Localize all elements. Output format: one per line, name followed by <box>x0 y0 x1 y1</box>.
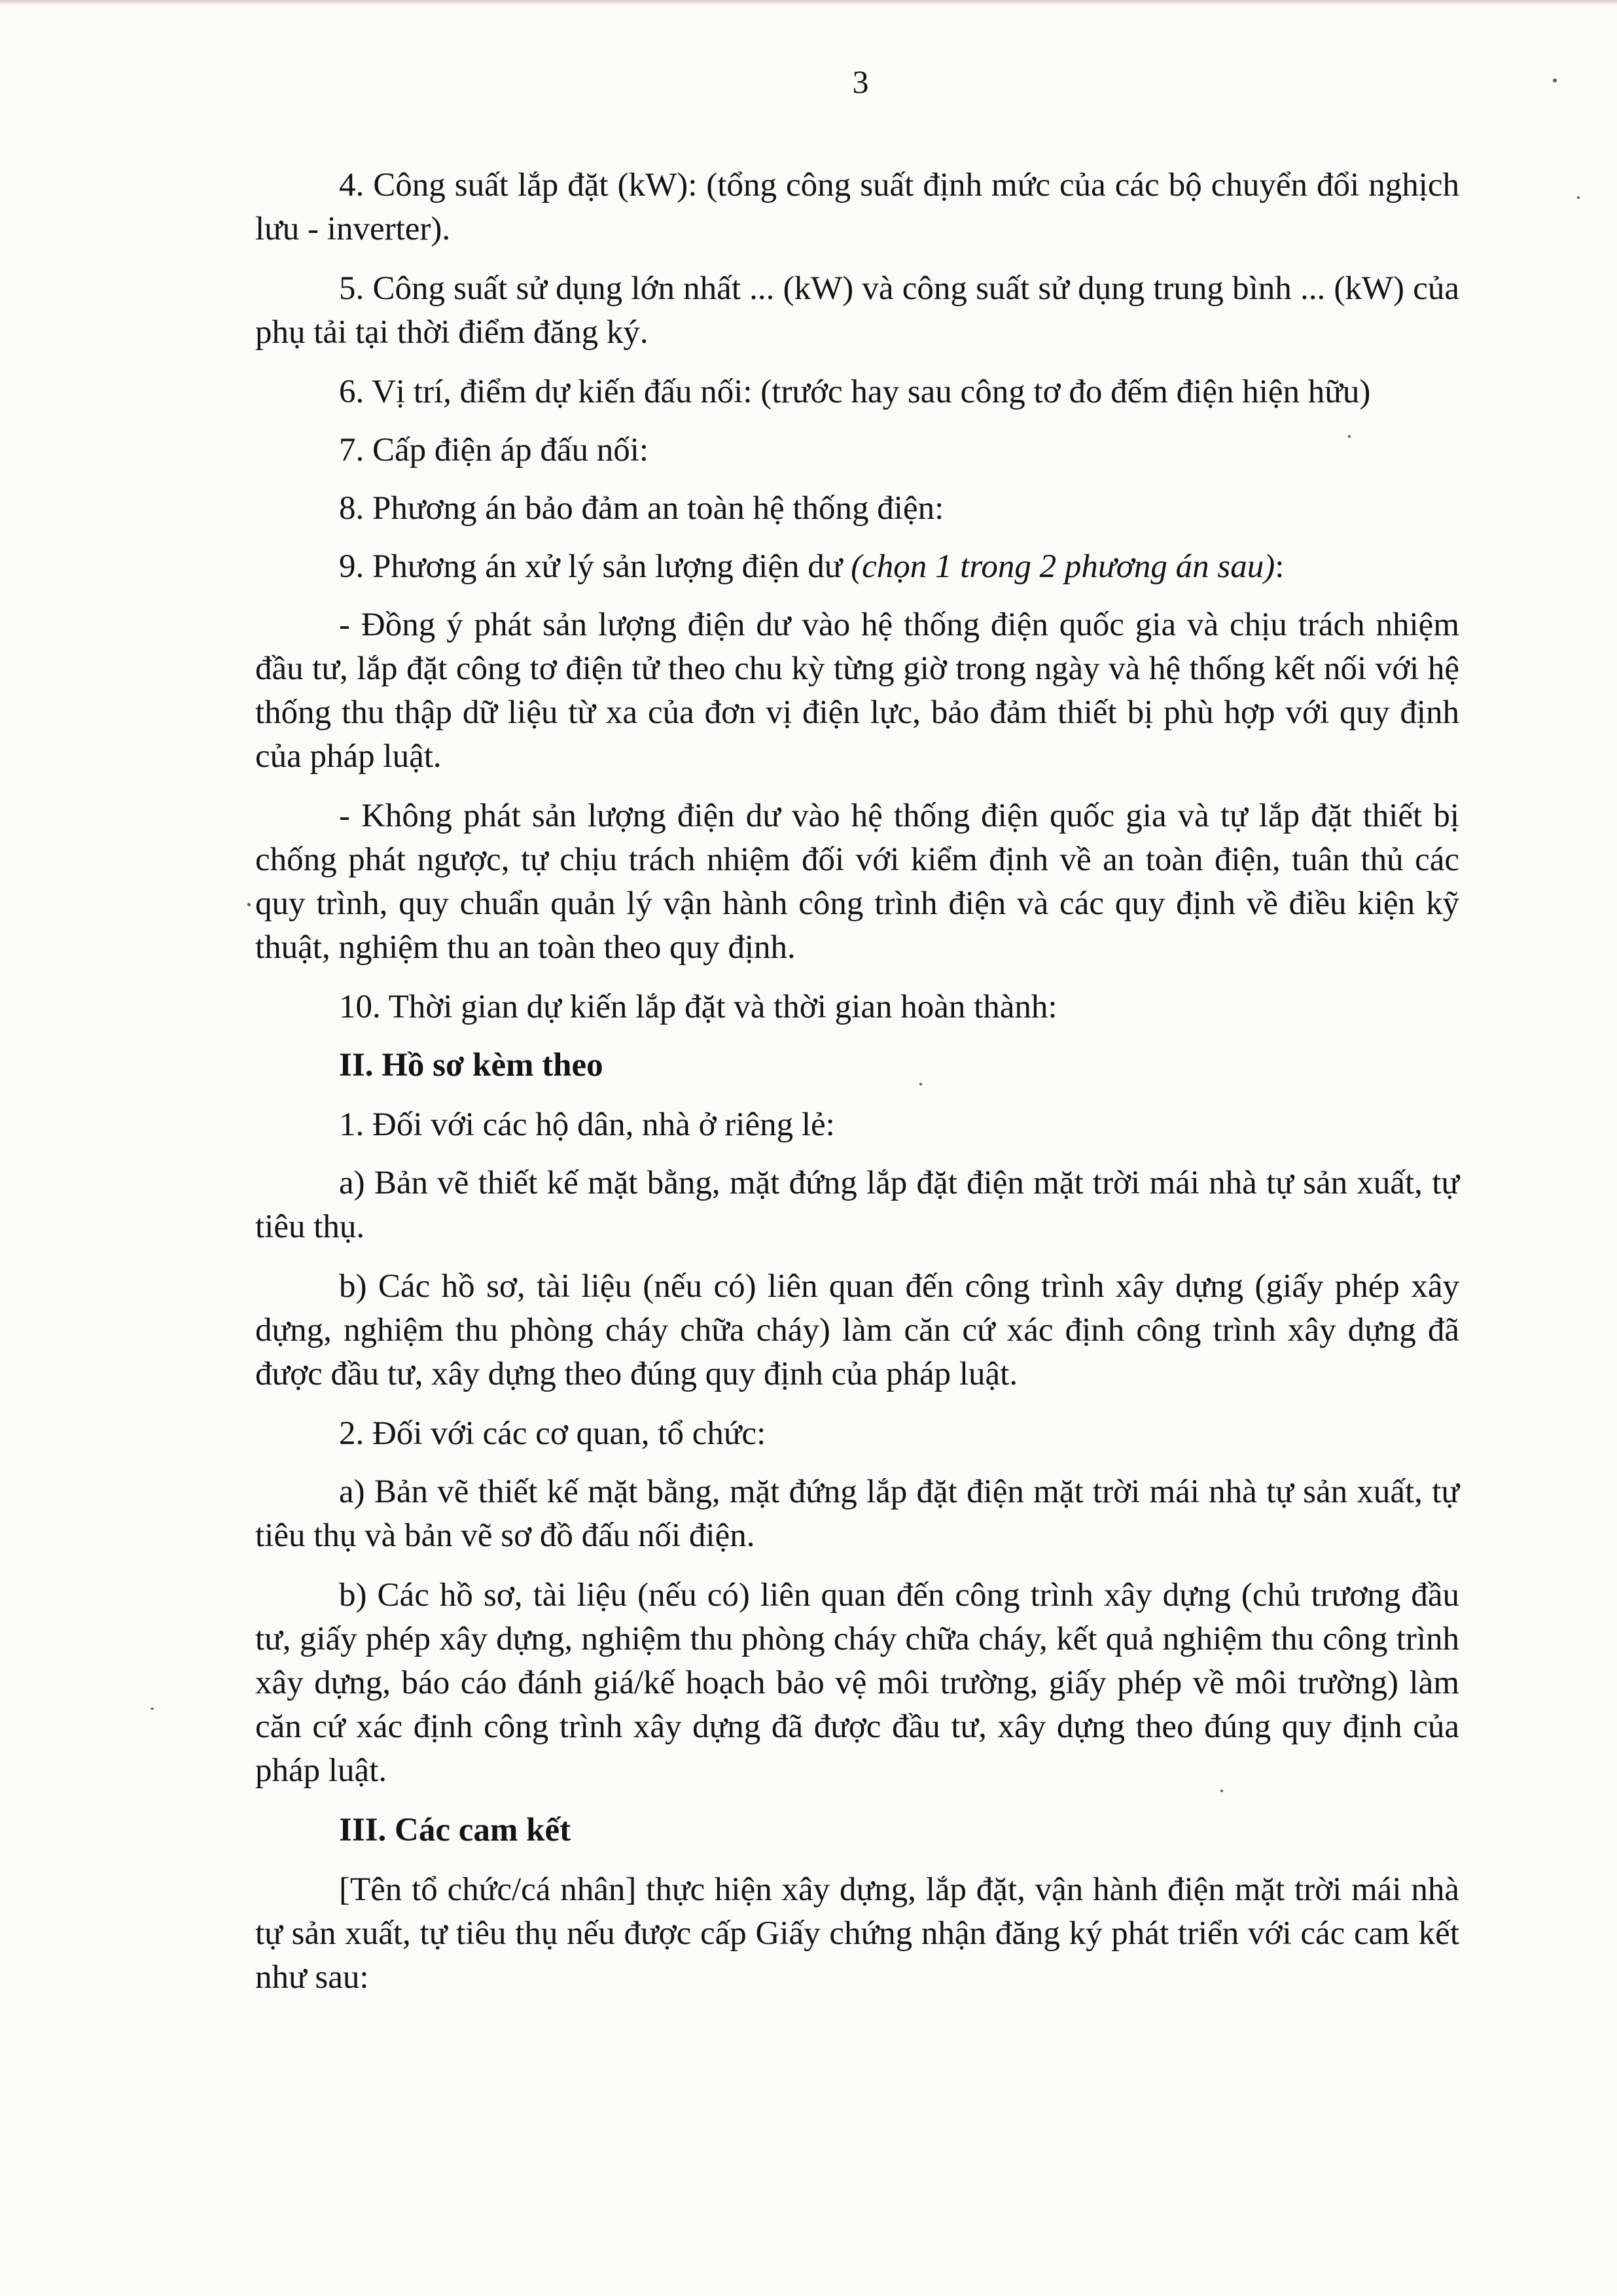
section-2-sub-1: 1. Đối với các hộ dân, nhà ở riêng lẻ: <box>339 1106 835 1143</box>
item-10-timeline: 10. Thời gian dự kiến lắp đặt và thời gian hoàn thành: <box>339 989 1057 1025</box>
section-2-sub-2-a: a) Bản vẽ thiết kế mặt bằng, mặt đứng lắp đặt điện mặt trời mái nhà tự sản xuất, tự tiêu thụ và bản vẽ sơ đồ đấu nối điện. <box>255 1474 1459 1554</box>
section-2-heading: II. Hồ sơ kèm theo <box>339 1047 603 1084</box>
scan-speck <box>1577 196 1580 199</box>
section-3-heading: III. Các cam kết <box>339 1812 571 1848</box>
section-3-intro: [Tên tổ chức/cá nhân] thực hiện xây dựng, lắp đặt, vận hành điện mặt trời mái nhà tự sản xuất, tự tiêu thụ nếu được cấp Giấy chứng nhận đăng ký phát triển với các cam kết như sau: <box>255 1871 1459 1996</box>
surplus-option-1: - Đồng ý phát sản lượng điện dư vào hệ thống điện quốc gia và chịu trách nhiệm đầu tư, lắp đặt công tơ điện tử theo chu kỳ từng giờ trong ngày và hệ thống kết nối với hệ thống thu thập dữ liệu từ xa của đơn vị điện lực, bảo đảm thiết bị phù hợp với quy định của pháp luật. <box>255 607 1459 775</box>
section-2-sub-2-b: b) Các hồ sơ, tài liệu (nếu có) liên quan đến công trình xây dựng (chủ trương đầu tư, giấy phép xây dựng, nghiệm thu phòng cháy chữa cháy, kết quả nghiệm thu công trình xây dựng, báo cáo đánh giá/kế hoạch bảo vệ môi trường, giấy phép về môi trường) làm căn cứ xác định công trình xây dựng đã được đầu tư, xây dựng theo đúng quy định của pháp luật. <box>255 1577 1459 1789</box>
item-9-colon: : <box>1275 548 1285 585</box>
section-2-sub-2: 2. Đối với các cơ quan, tổ chức: <box>339 1415 766 1452</box>
scan-speck <box>151 1708 154 1710</box>
item-6-connection-point: 6. Vị trí, điểm dự kiến đấu nối: (trước hay sau công tơ đo đếm điện hiện hữu) <box>339 374 1371 410</box>
item-9-italic-note: (chọn 1 trong 2 phương án sau) <box>851 548 1275 585</box>
scan-speck <box>919 1083 922 1086</box>
document-body <box>255 164 1459 2015</box>
item-4-installed-capacity: 4. Công suất lắp đặt (kW): (tổng công suất định mức của các bộ chuyển đổi nghịch lưu - inverter). <box>255 167 1459 247</box>
item-8-safety-plan: 8. Phương án bảo đảm an toàn hệ thống điện: <box>339 490 944 527</box>
section-2-sub-1-b: b) Các hồ sơ, tài liệu (nếu có) liên quan đến công trình xây dựng (giấy phép xây dựng, nghiệm thu phòng cháy chữa cháy) làm căn cứ xác định công trình xây dựng đã được đầu tư, xây dựng theo đúng quy định của pháp luật. <box>255 1268 1459 1392</box>
scan-speck <box>1348 435 1351 438</box>
scan-edge <box>0 0 1617 5</box>
scan-speck <box>1553 79 1557 82</box>
scan-speck <box>247 903 251 906</box>
item-9-surplus-plan <box>255 545 1459 589</box>
surplus-option-2: - Không phát sản lượng điện dư vào hệ thống điện quốc gia và tự lắp đặt thiết bị chống phát ngược, tự chịu trách nhiệm đối với kiểm định về an toàn điện, tuân thủ các quy trình, quy chuẩn quản lý vận hành công trình điện và các quy định về điều kiện kỹ thuật, nghiệm thu an toàn theo quy định. <box>255 798 1459 966</box>
item-9-text: 9. Phương án xử lý sản lượng điện dư <box>339 548 851 585</box>
section-2-sub-1-a: a) Bản vẽ thiết kế mặt bằng, mặt đứng lắp đặt điện mặt trời mái nhà tự sản xuất, tự tiêu thụ. <box>255 1165 1459 1245</box>
item-5-usage-capacity: 5. Công suất sử dụng lớn nhất ... (kW) và công suất sử dụng trung bình ... (kW) của phụ tải tại thời điểm đăng ký. <box>255 270 1459 351</box>
scan-speck <box>1220 1790 1223 1792</box>
page-number: 3 <box>852 63 869 100</box>
item-7-voltage-level: 7. Cấp điện áp đấu nối: <box>339 432 649 468</box>
